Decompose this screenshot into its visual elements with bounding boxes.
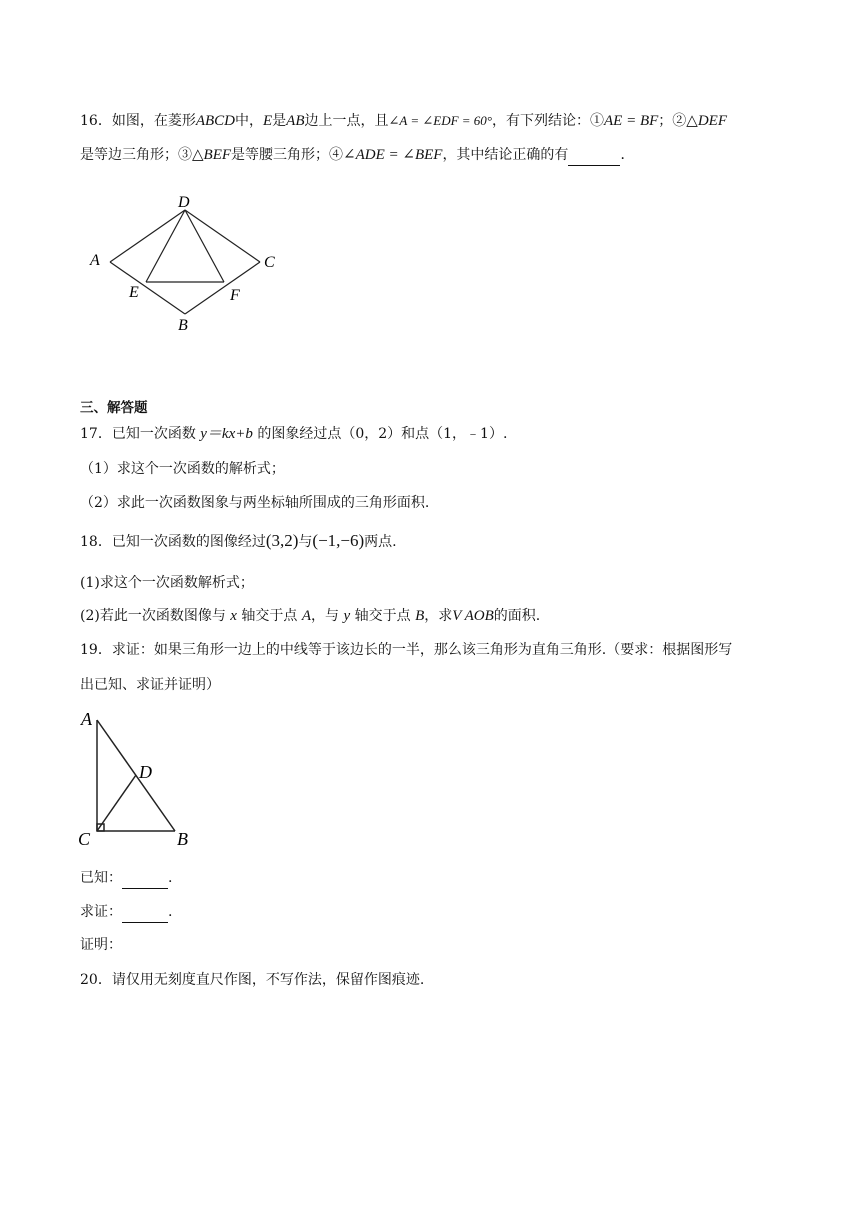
- q16-rhombus-figure: [85, 190, 285, 340]
- q16-label-d: D: [178, 194, 190, 211]
- q19-prove-blank: [122, 902, 168, 923]
- q18-point-1: (3,2): [265, 531, 299, 550]
- q17-sub-1: （1）求这个一次函数的解析式；: [80, 461, 285, 477]
- q19-label-c: C: [78, 829, 91, 849]
- q16-line-2: 是等边三角形；③△BEF是等腰三角形；④∠ADE = ∠BEF，其中结论正确的有 ．: [80, 145, 634, 166]
- q19-prove: 求证： .: [80, 902, 172, 923]
- q18-triangle-aob: V AOB: [452, 608, 494, 624]
- q17-sub-2: （2）求此一次函数图象与两坐标轴所围成的三角形面积.: [80, 495, 430, 511]
- q16-label-c: C: [264, 254, 275, 271]
- q16-rhombus-name: ABCD: [195, 113, 235, 129]
- q18-sub-1: (1)求这个一次函数解析式；: [80, 575, 254, 591]
- q16-label-f: F: [230, 287, 240, 304]
- q16-label-e: E: [129, 284, 139, 301]
- q19-line-2: 出已知、求证并证明）: [80, 677, 220, 693]
- q16-answer-blank: [568, 145, 620, 166]
- q19-line-1: 19．求证：如果三角形一边上的中线等于该边长的一半，那么该三角形为直角三角形.（要求：根据图形写: [80, 642, 733, 658]
- q19-known: 已知： .: [80, 868, 172, 889]
- q19-label-a: A: [81, 709, 92, 729]
- q19-label-d: D: [139, 762, 152, 782]
- q17-line-1: 17．已知一次函数 y＝kx+b 的图象经过点（0，2）和点（1，﹣1）.: [80, 426, 508, 442]
- q16-angle-condition: ∠A = ∠EDF = 60°: [388, 113, 493, 128]
- q16-line-1: 16．如图，在菱形ABCD中，E是AB边上一点，且∠A = ∠EDF = 60°，有下列结论：①AE = BF；②△DEF: [80, 113, 727, 129]
- q18-point-2: (−1,−6): [312, 531, 365, 550]
- q16-label-b: B: [178, 317, 188, 334]
- section-heading: 三、解答题: [80, 400, 148, 416]
- q19-known-blank: [122, 868, 168, 889]
- q19-label-b: B: [177, 829, 188, 849]
- q20-line-1: 20．请仅用无刻度直尺作图，不写作法，保留作图痕迹.: [80, 972, 425, 988]
- q16-label-a: A: [90, 252, 100, 269]
- q19-proof-label: 证明：: [80, 937, 122, 953]
- q18-sub-2: (2)若此一次函数图像与 x 轴交于点 A，与 y 轴交于点 B，求V AOB的面积.: [80, 608, 541, 624]
- q17-function: y＝kx+b: [200, 426, 253, 442]
- q19-triangle-figure: [75, 708, 205, 853]
- q18-line-1: 18．已知一次函数的图像经过(3,2)与(−1,−6)两点.: [80, 531, 397, 550]
